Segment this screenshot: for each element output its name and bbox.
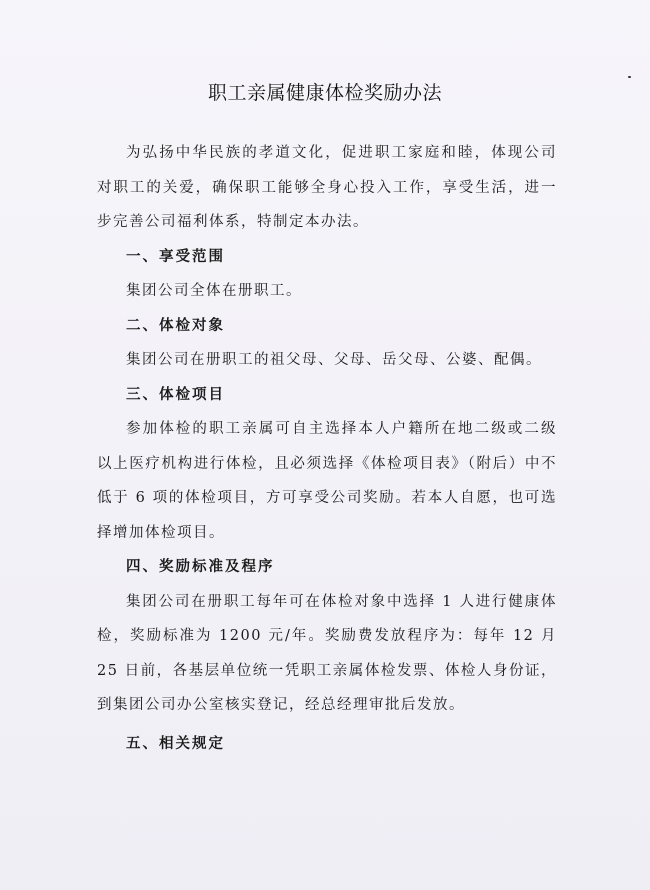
section-heading-reward: 四、奖励标准及程序 <box>126 559 275 575</box>
document-body <box>97 136 557 761</box>
section-body-reward: 集团公司在册职工每年可在体检对象中选择 1 人进行健康体检，奖励标准为 1200 元/年。奖励费发放程序为：每年 12 月 25 日前，各基层单位统一凭职工亲属体检发票、体检人身份证，到集团公司办公室核实登记，经总经理审批后发放。 <box>97 593 557 713</box>
intro-paragraph: 为弘扬中华民族的孝道文化，促进职工家庭和睦，体现公司对职工的关爱，确保职工能够全身心投入工作，享受生活，进一步完善公司福利体系，特制定本办法。 <box>97 145 557 230</box>
section-heading-subjects: 二、体检对象 <box>126 317 225 334</box>
document-title: 职工亲属健康体检奖励办法 <box>207 82 442 104</box>
section-body-subjects: 集团公司在册职工的祖父母、父母、岳父母、公婆、配偶。 <box>126 352 542 368</box>
section-heading-scope: 一、享受范围 <box>126 248 225 265</box>
section-body-items: 参加体检的职工亲属可自主选择本人户籍所在地二级或二级以上医疗机构进行体检，且必须选择《体检项目表》（附后）中不低于 6 项的体检项目，方可享受公司奖励。若本人自愿，也可选择增加体检项目。 <box>97 421 557 541</box>
section-body-scope: 集团公司全体在册职工。 <box>126 283 302 299</box>
section-heading-items: 三、体检项目 <box>126 386 225 403</box>
section-heading-rules: 五、相关规定 <box>126 735 225 752</box>
